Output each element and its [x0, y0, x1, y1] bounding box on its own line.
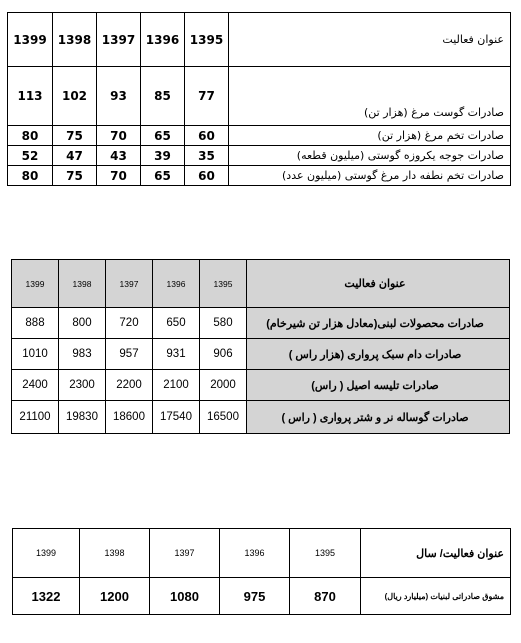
year-header: 1397	[106, 260, 153, 308]
table-cell: 580	[200, 308, 247, 339]
table-cell: 52	[8, 146, 53, 166]
table-cell: 1322	[13, 578, 80, 615]
table-cell: 21100	[12, 401, 59, 434]
row-label: صادرات تلیسه اصیل ( راس)	[247, 370, 510, 401]
table-header-row	[12, 260, 510, 308]
table-row	[8, 146, 511, 166]
table-row	[8, 166, 511, 186]
table-cell: 39	[141, 146, 185, 166]
table-cell: 931	[153, 339, 200, 370]
row-label: صادرات تخم نطفه دار مرغ گوستی (میلیون عدد)	[229, 166, 511, 186]
table-cell: 1200	[80, 578, 150, 615]
table-cell: 2200	[106, 370, 153, 401]
year-header: 1395	[185, 13, 229, 67]
table-cell: 888	[12, 308, 59, 339]
table-cell: 957	[106, 339, 153, 370]
year-header: 1398	[59, 260, 106, 308]
table-cell: 2300	[59, 370, 106, 401]
table-cell: 720	[106, 308, 153, 339]
table-row	[12, 339, 510, 370]
table-cell: 80	[8, 166, 53, 186]
table-cell: 16500	[200, 401, 247, 434]
row-label: صادرات تخم مرغ (هزار تن)	[229, 126, 511, 146]
row-label: صادرات محصولات لبنی(معادل هزار تن شیرخام)	[247, 308, 510, 339]
year-header: 1396	[141, 13, 185, 67]
table-cell: 47	[53, 146, 97, 166]
table-row	[12, 401, 510, 434]
year-header: 1398	[80, 529, 150, 578]
year-header: 1399	[8, 13, 53, 67]
table-cell: 800	[59, 308, 106, 339]
table-cell: 1080	[150, 578, 220, 615]
table-cell: 60	[185, 166, 229, 186]
table-cell: 870	[290, 578, 361, 615]
table-cell: 2400	[12, 370, 59, 401]
table-cell: 18600	[106, 401, 153, 434]
row-label: صادرات گوست مرغ (هزار تن)	[229, 67, 511, 126]
table-header-row	[13, 529, 511, 578]
row-label: صادرات دام سبک پرواری (هزار راس )	[247, 339, 510, 370]
year-header: 1399	[12, 260, 59, 308]
year-header: 1395	[200, 260, 247, 308]
table-row	[13, 578, 511, 615]
activity-title-header: عنوان فعالیت	[229, 13, 511, 67]
table-cell: 1010	[12, 339, 59, 370]
table-cell: 102	[53, 67, 97, 126]
table-cell: 975	[220, 578, 290, 615]
table-cell: 65	[141, 166, 185, 186]
table-cell: 2000	[200, 370, 247, 401]
activity-year-header: عنوان فعالیت/ سال	[361, 529, 511, 578]
table-row	[8, 67, 511, 126]
table-cell: 93	[97, 67, 141, 126]
year-header: 1395	[290, 529, 361, 578]
livestock-export-table	[11, 259, 510, 434]
year-header: 1396	[220, 529, 290, 578]
poultry-export-table	[7, 12, 511, 186]
table-cell: 77	[185, 67, 229, 126]
table-cell: 113	[8, 67, 53, 126]
table-cell: 75	[53, 166, 97, 186]
table-cell: 80	[8, 126, 53, 146]
table-cell: 906	[200, 339, 247, 370]
table-header-row	[8, 13, 511, 67]
table-row	[12, 308, 510, 339]
year-header: 1396	[153, 260, 200, 308]
table-cell: 65	[141, 126, 185, 146]
table-cell: 17540	[153, 401, 200, 434]
row-label: صادرات جوجه یکروزه گوستی (میلیون قطعه)	[229, 146, 511, 166]
table-cell: 43	[97, 146, 141, 166]
table-cell: 70	[97, 166, 141, 186]
table-row	[8, 126, 511, 146]
year-header: 1398	[53, 13, 97, 67]
activity-title-header: عنوان فعالیت	[247, 260, 510, 308]
table-cell: 983	[59, 339, 106, 370]
table-cell: 2100	[153, 370, 200, 401]
table-cell: 85	[141, 67, 185, 126]
table-row	[12, 370, 510, 401]
year-header: 1399	[13, 529, 80, 578]
dairy-incentive-table	[12, 528, 511, 615]
table-cell: 75	[53, 126, 97, 146]
table-cell: 70	[97, 126, 141, 146]
table-cell: 650	[153, 308, 200, 339]
year-header: 1397	[150, 529, 220, 578]
row-label: صادرات گوساله نر و شتر پرواری ( راس )	[247, 401, 510, 434]
table-cell: 35	[185, 146, 229, 166]
table-cell: 19830	[59, 401, 106, 434]
year-header: 1397	[97, 13, 141, 67]
row-label: مشوق صادراتی لبنیات (میلیارد ریال)	[361, 578, 511, 615]
table-cell: 60	[185, 126, 229, 146]
